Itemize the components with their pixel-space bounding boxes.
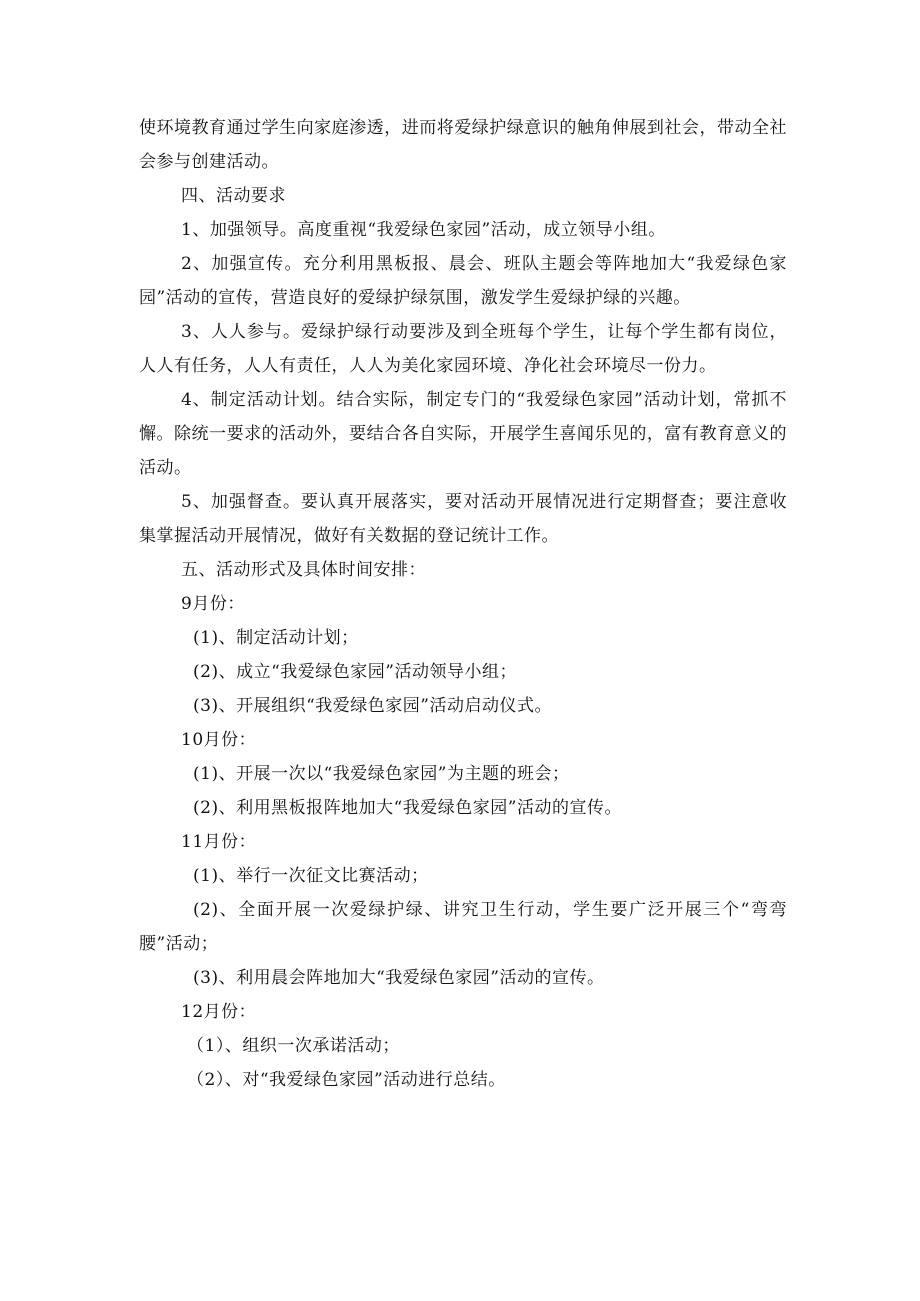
schedule-item: (2)、全面开展一次爱绿护绿、讲究卫生行动，学生要广泛开展三个“弯弯腰”活动； xyxy=(139,900,787,954)
schedule-item: （1）、组织一次承诺活动； xyxy=(187,1036,400,1056)
schedule-item: (3)、开展组织“我爱绿色家园”活动启动仪式。 xyxy=(193,696,552,716)
schedule-item: (2)、成立“我爱绿色家园”活动领导小组； xyxy=(193,662,517,682)
schedule-item: (1)、开展一次以“我爱绿色家园”为主题的班会； xyxy=(193,764,570,784)
document-body xyxy=(139,111,787,1097)
requirement-item: 3、人人参与。爱绿护绿行动要涉及到全班每个学生，让每个学生都有岗位，人人有任务，人人有责任，人人为美化家园环境、净化社会环境尽一份力。 xyxy=(139,322,787,376)
month-heading: 9月份： xyxy=(181,594,245,614)
requirement-item: 5、加强督查。要认真开展落实，要对活动开展情况进行定期督查；要注意收集掌握活动开展情况，做好有关数据的登记统计工作。 xyxy=(139,492,787,546)
schedule-item: (3)、利用晨会阵地加大“我爱绿色家园”活动的宣传。 xyxy=(193,968,605,988)
requirement-item: 1、加强领导。高度重视“我爱绿色家园”活动，成立领导小组。 xyxy=(181,220,666,240)
requirement-item: 2、加强宣传。充分利用黑板报、晨会、班队主题会等阵地加大“我爱绿色家园”活动的宣传，营造良好的爱绿护绿氛围，激发学生爱绿护绿的兴趣。 xyxy=(139,254,787,308)
requirement-item: 4、制定活动计划。结合实际，制定专门的“我爱绿色家园”活动计划，常抓不懈。除统一要求的活动外，要结合各自实际，开展学生喜闻乐见的，富有教育意义的活动。 xyxy=(139,390,787,478)
month-heading: 11月份： xyxy=(181,832,257,852)
paragraph-intro: 使环境教育通过学生向家庭渗透，进而将爱绿护绿意识的触角伸展到社会，带动全社会参与创建活动。 xyxy=(139,118,787,172)
schedule-item: (1)、制定活动计划； xyxy=(193,628,359,648)
schedule-item: （2）、对“我爱绿色家园”活动进行总结。 xyxy=(187,1070,506,1090)
schedule-item: (2)、利用黑板报阵地加大“我爱绿色家园”活动的宣传。 xyxy=(193,798,622,818)
month-heading: 12月份： xyxy=(181,1002,257,1022)
schedule-item: (1)、举行一次征文比赛活动； xyxy=(193,866,429,886)
section-heading-requirements: 四、活动要求 xyxy=(181,186,286,206)
month-heading: 10月份： xyxy=(181,730,257,750)
section-heading-schedule: 五、活动形式及具体时间安排： xyxy=(181,560,426,580)
